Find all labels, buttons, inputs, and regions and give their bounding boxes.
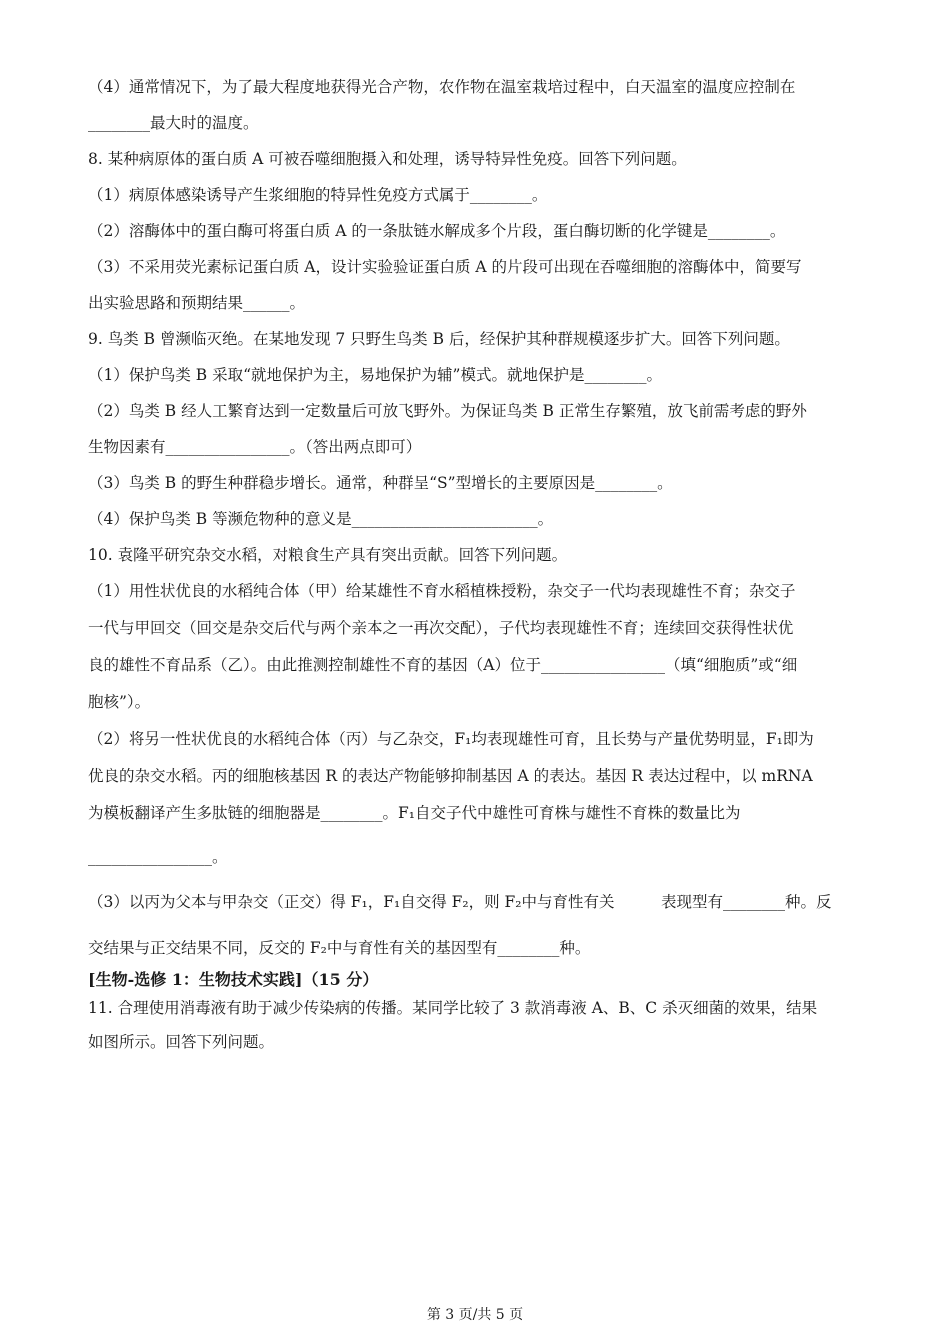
text-line: （4）通常情况下，为了最大程度地获得光合产物，农作物在温室栽培过程中，白天温室的温度应控制在 [88,78,796,96]
text-line: 胞核”）。 [88,693,151,711]
text-line: 优良的杂交水稻。丙的细胞核基因 R 的表达产物能够抑制基因 A 的表达。基因 R 表达过程中，以 mRNA [88,767,813,785]
text-line: （3）以丙为父本与甲杂交（正交）得 F₁，F₁自交得 F₂，则 F₂中与育性有关 表现型有________种。反 [88,893,832,911]
text-line: （3）鸟类 B 的野生种群稳步增长。通常，种群呈“S”型增长的主要原因是________。 [88,474,673,492]
question-9-stem: 9. 鸟类 B 曾濒临灭绝。在某地发现 7 只野生鸟类 B 后，经保护其种群规模逐步扩大。回答下列问题。 [88,330,790,348]
text-line: 如图所示。回答下列问题。 [88,1033,275,1051]
text-line: （2）溶酶体中的蛋白酶可将蛋白质 A 的一条肽链水解成多个片段，蛋白酶切断的化学键是________。 [88,222,786,240]
text-line: （2）鸟类 B 经人工繁育达到一定数量后可放飞野外。为保证鸟类 B 正常生存繁殖，放飞前需考虑的野外 [88,402,807,420]
page-footer: 第 3 页/共 5 页 [426,1307,524,1323]
question-8-stem: 8. 某种病原体的蛋白质 A 可被吞噬细胞摄入和处理，诱导特异性免疫。回答下列问题。 [88,150,687,168]
text-line: 为模板翻译产生多肽链的细胞器是________。F₁自交子代中雄性可育株与雄性不育株的数量比为 [88,804,741,822]
text-line: （1）病原体感染诱导产生浆细胞的特异性免疫方式属于________。 [88,186,548,204]
text-line: 良的雄性不育品系（乙）。由此推测控制雄性不育的基因（A）位于________________（填“细胞质”或“细 [88,656,798,674]
text-line: （1）保护鸟类 B 采取“就地保护为主，易地保护为辅”模式。就地保护是________。 [88,366,662,384]
text-line: （1）用性状优良的水稻纯合体（甲）给某雄性不育水稻植株授粉，杂交子一代均表现雄性不育；杂交子 [88,582,796,600]
document-body [88,76,868,1067]
question-10-stem: 10. 袁隆平研究杂交水稻，对粮食生产具有突出贡献。回答下列问题。 [88,546,568,564]
text-line: 交结果与正交结果不同，反交的 F₂中与育性有关的基因型有________种。 [88,939,591,957]
text-line: 一代与甲回交（回交是杂交后代与两个亲本之一再次交配），子代均表现雄性不育；连续回交获得性状优 [88,619,794,637]
text-line: （3）不采用荧光素标记蛋白质 A，设计实验验证蛋白质 A 的片段可出现在吞噬细胞的溶酶体中，简要写 [88,258,802,276]
text-line: 出实验思路和预期结果______。 [88,294,306,312]
section-title: [生物-选修 1：生物技术实践]（15 分） [88,970,379,989]
text-line: （4）保护鸟类 B 等濒危物种的意义是________________________。 [88,510,554,528]
text-line: （2）将另一性状优良的水稻纯合体（丙）与乙杂交，F₁均表现雄性可育，且长势与产量优势明显，F₁即为 [88,730,814,748]
question-11-stem: 11. 合理使用消毒液有助于减少传染病的传播。某同学比较了 3 款消毒液 A、B、C 杀灭细菌的效果，结果 [88,999,818,1017]
text-line: 生物因素有________________。（答出两点即可） [88,438,422,456]
text-line: ________________。 [88,848,228,866]
text-line: ________最大时的温度。 [88,114,259,132]
